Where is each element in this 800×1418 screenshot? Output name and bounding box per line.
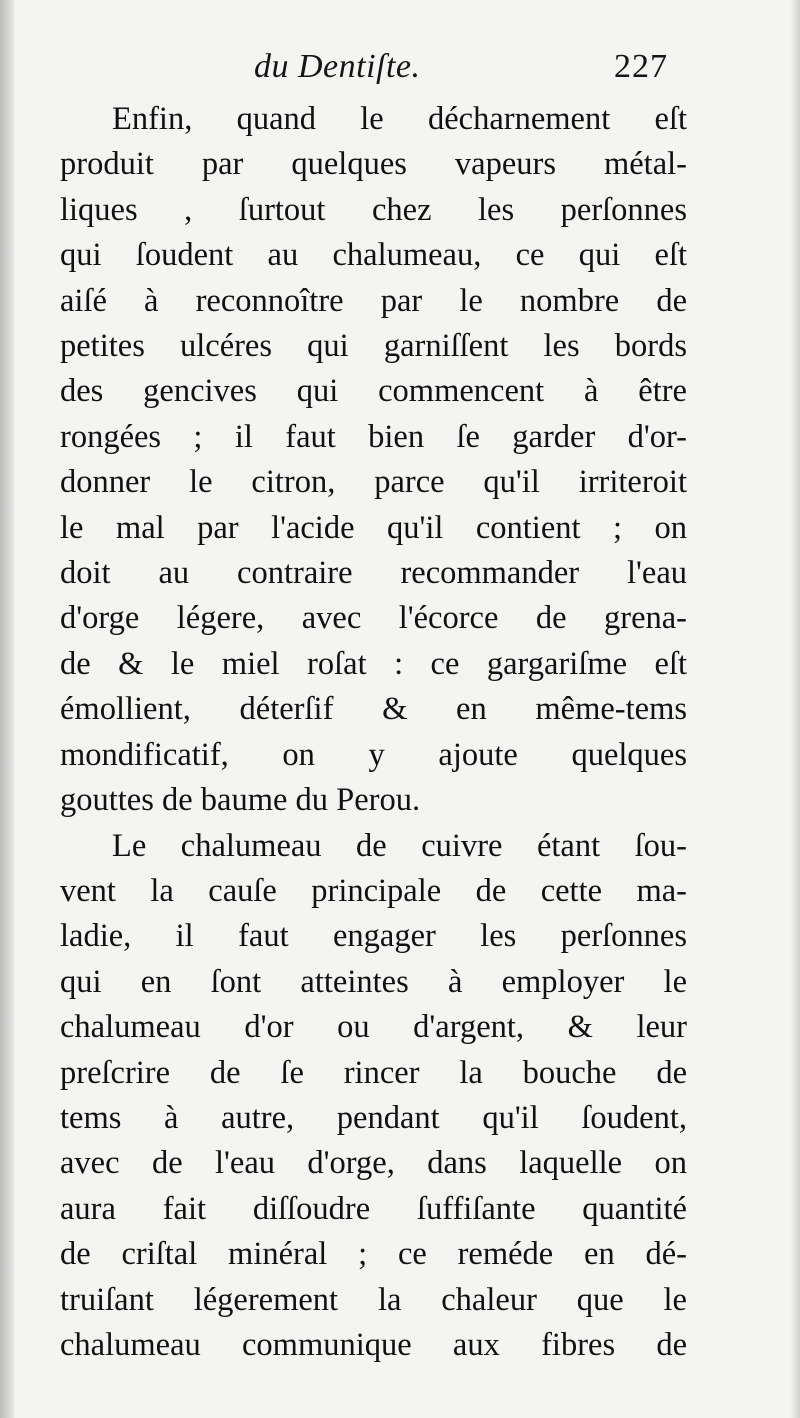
page-edge-shadow xyxy=(790,0,800,1418)
text-line: preſcrire de ſe rincer la bouche de xyxy=(60,1054,687,1091)
text-line: rongées ; il faut bien ſe garder d'or- xyxy=(60,418,687,455)
text-line: chalumeau communique aux fibres de xyxy=(60,1326,687,1363)
text-line: ladie, il faut engager les perſonnes xyxy=(60,918,687,955)
text-line: de & le miel roſat : ce gargariſme eſt xyxy=(60,645,687,682)
text-line: tems à autre, pendant qu'il ſoudent, xyxy=(60,1099,687,1136)
page-gutter-shadow xyxy=(0,0,14,1418)
text-line: mondificatif, on y ajoute quelques xyxy=(60,736,687,773)
text-line: de criſtal minéral ; ce reméde en dé- xyxy=(60,1236,687,1273)
text-line: produit par quelques vapeurs métal- xyxy=(60,146,687,183)
text-line: gouttes de baume du Perou. xyxy=(60,782,421,819)
text-line: donner le citron, parce qu'il irriteroit xyxy=(60,464,687,501)
text-line: liques , ſurtout chez les perſonnes xyxy=(60,191,687,228)
text-line: Le chalumeau de cuivre étant ſou- xyxy=(112,827,687,864)
text-line: aiſé à reconnoître par le nombre de xyxy=(60,282,687,319)
running-head xyxy=(0,48,800,96)
text-line: doit au contraire recommander l'eau xyxy=(60,555,687,592)
text-line: d'orge légere, avec l'écorce de grena- xyxy=(60,600,687,637)
paragraph-1 xyxy=(60,97,687,824)
page-number: 227 xyxy=(614,48,668,85)
text-line: chalumeau d'or ou d'argent, & leur xyxy=(60,1009,687,1046)
text-line: aura fait diſſoudre ſuffiſante quantité xyxy=(60,1190,687,1227)
text-line: qui en ſont atteintes à employer le xyxy=(60,963,687,1000)
text-line: qui ſoudent au chalumeau, ce qui eſt xyxy=(60,237,687,274)
text-line: Enfin, quand le décharnement eſt xyxy=(112,101,687,137)
text-line: des gencives qui commencent à être xyxy=(60,373,687,410)
text-line: vent la cauſe principale de cette ma- xyxy=(60,872,687,909)
text-line: le mal par l'acide qu'il contient ; on xyxy=(60,509,687,546)
text-line: petites ulcéres qui garniſſent les bords xyxy=(60,328,687,365)
paragraph-2 xyxy=(60,824,687,1369)
text-line: truiſant légerement la chaleur que le xyxy=(60,1281,687,1318)
text-line: émollient, déterſif & en même-tems xyxy=(60,691,687,728)
running-title: du Dentiſte. xyxy=(254,48,421,85)
text-line: avec de l'eau d'orge, dans laquelle on xyxy=(60,1145,687,1182)
body-text xyxy=(60,97,687,1368)
